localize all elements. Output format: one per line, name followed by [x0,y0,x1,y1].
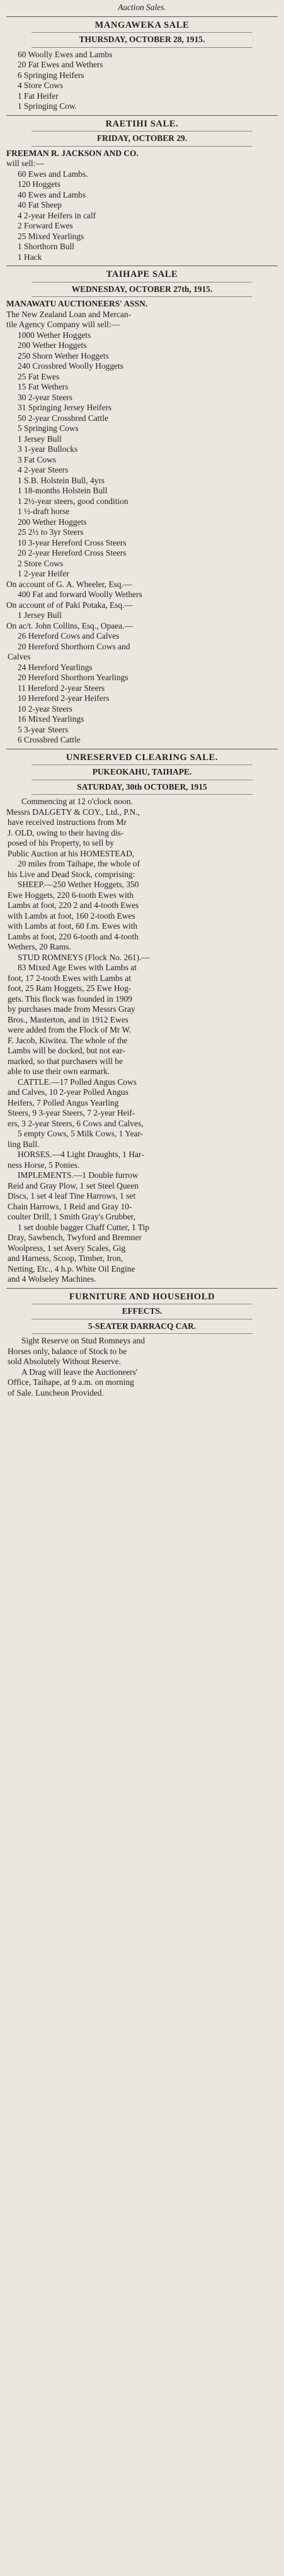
listing-line: 1 Springing Cow. [18,101,77,111]
listing-line: 60 Woolly Ewes and Lambs [18,49,113,59]
auction-section [6,115,278,263]
listing-line: marked, so that purchasers will be [8,1056,123,1066]
listing-line: 1 set double bagger Chaff Cutter, 1 Tip [18,1222,149,1232]
listing-line: J. OLD, owing to their having dis- [8,827,124,837]
listing-line: and 4 Wolseley Machines. [8,1274,96,1284]
heading-rule [31,794,253,795]
listing-line: Sight Reserve on Stud Romneys and [21,1336,145,1345]
listing-line: Dray, Sawbench, Twyford and Bremner [8,1233,142,1242]
listing-line: Wethers, 20 Rams. [8,942,71,951]
listing-line: 4 Store Cows [18,81,64,90]
section-date: FRIDAY, OCTOBER 29. [96,133,188,143]
listing-line: 1 2½-year steers, good condition [18,496,128,506]
listing-line: 5 3-year Steers [18,724,69,734]
listing-line: ling Bull. [8,1139,40,1149]
heading-rule [31,47,253,48]
listing-line: ers, 3 2-year Steers, 6 Cows and Calves, [8,1118,144,1128]
listing-line: 1 Jersey Bull [18,610,62,620]
listing-line: foot, 25 Ram Hoggets, 25 Ewe Hog- [8,983,132,993]
listing-line: 60 Ewes and Lambs. [18,169,88,179]
section-subdate: SATURDAY, 30th OCTOBER, 1915 [77,781,207,792]
listing-line: 10 3-year Hereford Cross Steers [18,537,127,547]
listing-line: On ac/t. John Collins, Esq., Opaea.— [6,620,133,630]
listing-line: coulter Drill, 1 Smith Gray's Grubber, [8,1212,136,1221]
listing-line: 15 Fat Wethers [18,382,69,391]
heading-rule [31,296,253,297]
listing-line: Reid and Gray Plow, 1 set Steel Queen [8,1180,139,1190]
auction-section [6,20,278,112]
auction-sales-column [6,0,278,1398]
listing-line: Commencing at 12 o'clock noon. [21,797,133,806]
listing-line: 10 2-year Steers [18,703,73,714]
heading-rule [31,282,253,283]
listing-line: Bros., Masterton, and in 1912 Ewes [8,1014,128,1024]
listing-line: 83 Mixed Age Ewes with Lambs at [18,963,137,972]
listing-line: Lambs will be docked, but not ear- [8,1046,125,1055]
listing-line: Discs, 1 set 4 leaf Tine Harrows, 1 set [8,1191,136,1201]
listing-line: IMPLEMENTS.—1 Double furrow [18,1170,139,1180]
listing-line: 240 Crossbred Woolly Hoggets [18,361,123,371]
listing-line: 1 18-months Holstein Bull [18,486,108,495]
listing-line: 4 2-year Steers [18,465,69,474]
section-heading: FURNITURE AND HOUSEHOLD [69,1291,215,1302]
listing-line: Ewe Hoggets, 220 6-tooth Ewes with [8,890,134,900]
listing-line: 2 Store Cows [18,558,64,568]
section-divider [6,1288,278,1289]
listing-line: The New Zealand Loan and Mercan- [6,309,132,319]
listing-line: tile Agency Company will sell:— [6,320,120,329]
section-heading: TAIHAPE SALE [106,269,178,279]
listing-line: STUD ROMNEYS (Flock No. 261).— [18,952,150,962]
listing-line: were added from the Flock of Mr W. [8,1025,132,1034]
listing-line: On account of of Paki Potaka, Esq.— [6,600,133,610]
listing-line: On account of G. A. Wheeler, Esq.— [6,579,132,589]
auction-section [6,1288,278,1399]
listing-line: 20 2-year Hereford Cross Steers [18,548,127,557]
listing-line: 30 2-year Steers [18,392,73,402]
listing-line: 25 Fat Ewes [18,371,60,381]
listing-line: and Harness, Scoop, Timber, Iron, [8,1253,123,1263]
listing-line: 200 Wether Hoggets [18,340,87,350]
listing-line: foot, 17 2-tooth Ewes with Lambs at [8,973,131,983]
listing-line: 1 Fat Heifer [18,91,59,101]
listing-line: 1 Hack [18,252,42,262]
auction-section [6,266,278,746]
listing-line: with Lambs at foot, 60 f.m. Ewes with [8,921,138,931]
listing-line: 1 S.B. Holstein Bull, 4yrs [18,475,105,485]
heading-rule [31,131,253,132]
listing-line: posed of his Property, to sell by [8,838,115,848]
listing-line: 1 ½-draft horse [18,507,70,516]
listing-line: 40 Ewes and Lambs [18,189,86,199]
heading-rule [31,146,253,147]
listing-line: 24 Hereford Yearlings [18,662,93,672]
listing-line: 20 miles from Taihape, the whole of [18,859,140,868]
heading-rule [31,764,253,765]
listing-line: Lambs at foot, 220 2 and 4-tooth Ewes [8,900,139,910]
listing-line: ness Horse, 5 Ponies. [8,1160,80,1170]
listing-line: Chain Harrows, 1 Reid and Gray 10- [8,1201,132,1211]
listing-line: 6 Springing Heifers [18,70,84,80]
listing-line: 50 2-year Crossbred Cattle [18,413,108,423]
listing-line: Woolpress, 1 set Avery Scales, Gig [8,1243,126,1253]
listing-line: 31 Springing Jersey Heifers [18,403,112,412]
listing-line: 1 Shorthorn Bull [18,242,75,251]
listing-line: 1 Jersey Bull [18,434,62,444]
listing-line: 250 Shorn Wether Hoggets [18,350,109,361]
listing-line: 6 Crossbred Cattle [18,735,81,744]
listing-line: his Live and Dead Stock, comprising: [8,869,135,879]
listing-line: have received instructions from Mr [8,817,127,827]
listing-line: MANAWATU AUCTIONEERS' ASSN. [6,299,148,308]
listing-line: 16 Mixed Yearlings [18,714,84,724]
divider [6,16,278,17]
heading-rule [31,1333,253,1334]
listing-line: 1 2-year Heifer [18,569,69,578]
column-header: Auction Sales. [118,3,166,12]
listing-line: 10 Hereford 2-year Heifers [18,693,110,703]
listing-line: SHEEP.—250 Wether Hoggets, 350 [18,880,139,889]
listing-line: Steers, 9 3-year Steers, 7 2-year Heif- [8,1108,135,1117]
section-date: THURSDAY, OCTOBER 28, 1915. [79,35,205,44]
listing-line: Calves [8,652,31,661]
listing-line: and Calves, 10 2-year Polled Angus [8,1087,128,1097]
listing-line: 26 Hereford Cows and Calves [18,631,120,641]
auction-section [6,749,278,1285]
listing-line: Heifers, 7 Polled Angus Yearling [8,1097,119,1107]
section-date: EFFECTS. [122,1306,162,1316]
listing-line: Messrs DALGETY & COY., Ltd., P.N., [6,807,140,817]
listing-line: 40 Fat Sheep [18,200,62,210]
listing-line: Lambs at foot, 220 6-tooth and 4-tooth [8,931,139,941]
section-divider [6,115,278,116]
listing-line: Horses only, balance of Stock to be [8,1346,127,1356]
listing-line: by purchases made from Messrs Gray [8,1004,135,1014]
listing-line: F. Jacob, Kiwitea. The whole of the [8,1035,128,1045]
listing-line: will sell:— [6,159,44,168]
listing-line: gets. This flock was founded in 1909 [8,994,132,1004]
listing-line: 400 Fat and forward Woolly Wethers [18,590,142,599]
listing-line: 20 Fat Ewes and Wethers [18,60,103,69]
listing-line: A Drag will leave the Auctioneers' [21,1367,138,1377]
section-date: WEDNESDAY, OCTOBER 27th, 1915. [71,284,213,294]
listing-line: Public Auction at his HOMESTEAD, [8,848,135,858]
listing-line: 4 2-year Heifers in calf [18,210,96,220]
listing-line: 2 Forward Ewes [18,221,73,230]
listing-line: 1000 Wether Hoggets [18,330,91,340]
section-heading: UNRESERVED CLEARING SALE. [65,752,219,763]
listing-line: 25 Mixed Yearlings [18,231,84,241]
section-date: PUKEOKAHU, TAIHAPE. [92,767,192,776]
listing-line: sold Absolutely Without Reserve. [8,1357,121,1366]
listing-line: Netting, Etc., 4 h.p. White Oil Engine [8,1263,135,1274]
listing-line: 25 2½ to 3yr Steers [18,527,84,537]
listing-line: Office, Taihape, at 9 a.m. on morning [8,1377,134,1387]
listing-line: HORSES.—4 Light Draughts, 1 Har- [18,1150,144,1159]
listing-line: 5 empty Cows, 5 Milk Cows, 1 Year- [18,1129,144,1138]
section-heading: MANGAWEKA SALE [94,20,190,30]
section-heading: RAETIHI SALE. [105,118,179,129]
listing-line: with Lambs at foot, 160 2-tooth Ewes [8,910,135,921]
listing-line: 120 Hoggets [18,179,61,189]
heading-rule [31,32,253,33]
listing-line: 20 Hereford Shorthorn Yearlings [18,673,128,682]
listing-line: 3 Fat Cows [18,454,57,464]
listing-line: 5 Springing Cows [18,423,79,433]
listing-line: 200 Wether Hoggets [18,517,87,527]
sections-container [6,20,278,1399]
listing-line: of Sale. Luncheon Provided. [8,1387,104,1397]
listing-line: FREEMAN R. JACKSON AND CO. [6,148,139,158]
section-subdate: 5-SEATER DARRACQ CAR. [88,1321,196,1331]
listing-line: able to use their own earmark. [8,1067,110,1076]
listing-line: CATTLE.—17 Polled Angus Cows [18,1077,137,1087]
listing-line: 3 1-year Bullocks [18,444,78,454]
listing-line: 20 Hereford Shorthorn Cows and [18,641,130,651]
listing-line: 11 Hereford 2-year Steers [18,683,105,693]
